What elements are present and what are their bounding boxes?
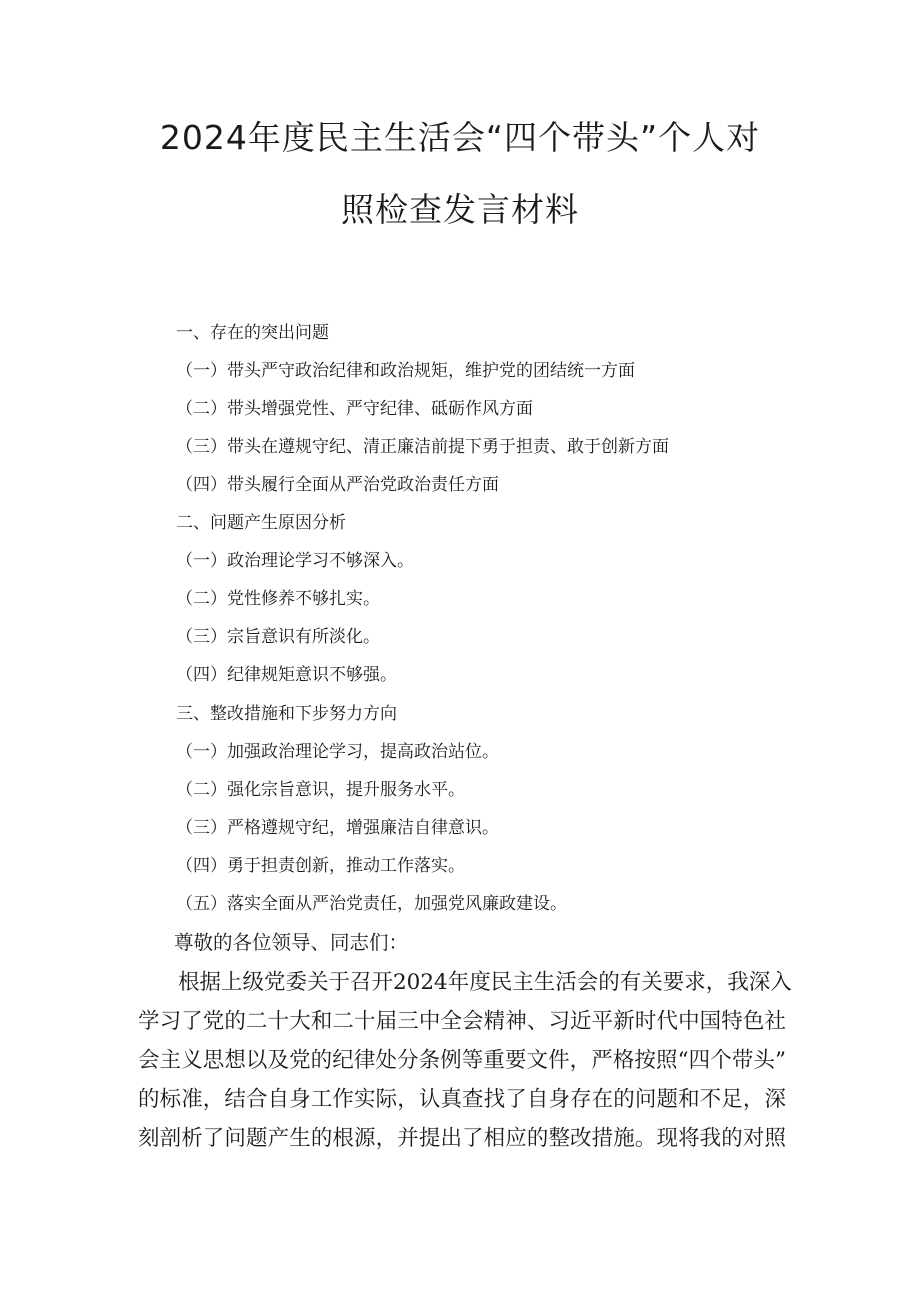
body-line: 根据上级党委关于召开2024年度民主生活会的有关要求，我深入: [178, 970, 792, 995]
outline-item: （四）纪律规矩意识不够强。: [176, 665, 397, 685]
outline-item: （四）带头履行全面从严治党政治责任方面: [176, 475, 499, 495]
body-line: 会主义思想以及党的纪律处分条例等重要文件，严格按照“四个带头”: [138, 1048, 786, 1073]
body-paragraph: [138, 963, 792, 1158]
body-line: 刻剖析了问题产生的根源，并提出了相应的整改措施。现将我的对照: [138, 1126, 786, 1151]
outline-item: （三）宗旨意识有所淡化。: [176, 627, 380, 647]
document-title-line-2: 照检查发言材料: [341, 190, 579, 229]
outline-item: （一）政治理论学习不够深入。: [176, 551, 414, 571]
outline-item: （三）带头在遵规守纪、清正廉洁前提下勇于担责、敢于创新方面: [176, 437, 669, 457]
document-title-line-1: 2024年度民主生活会“四个带头”个人对: [159, 118, 761, 157]
outline-item: （一）带头严守政治纪律和政治规矩，维护党的团结统一方面: [176, 361, 635, 381]
outline-item: （二）强化宗旨意识，提升服务水平。: [176, 780, 465, 800]
outline-heading-3: 三、整改措施和下步努力方向: [176, 704, 397, 724]
outline-item: （三）严格遵规守纪，增强廉洁自律意识。: [176, 818, 499, 838]
outline-item: （五）落实全面从严治党责任，加强党风廉政建设。: [176, 894, 567, 914]
outline-item: （二）党性修养不够扎实。: [176, 589, 380, 609]
salutation: 尊敬的各位领导、同志们：: [174, 931, 409, 954]
body-line: 学习了党的二十大和二十届三中全会精神、习近平新时代中国特色社: [138, 1009, 786, 1034]
outline-item: （二）带头增强党性、严守纪律、砥砺作风方面: [176, 399, 533, 419]
outline-heading-1: 一、存在的突出问题: [176, 323, 329, 343]
outline-item: （四）勇于担责创新，推动工作落实。: [176, 856, 465, 876]
outline-heading-2: 二、问题产生原因分析: [176, 513, 346, 533]
outline-item: （一）加强政治理论学习，提高政治站位。: [176, 742, 499, 762]
body-line: 的标准，结合自身工作实际，认真查找了自身存在的问题和不足，深: [138, 1087, 786, 1112]
